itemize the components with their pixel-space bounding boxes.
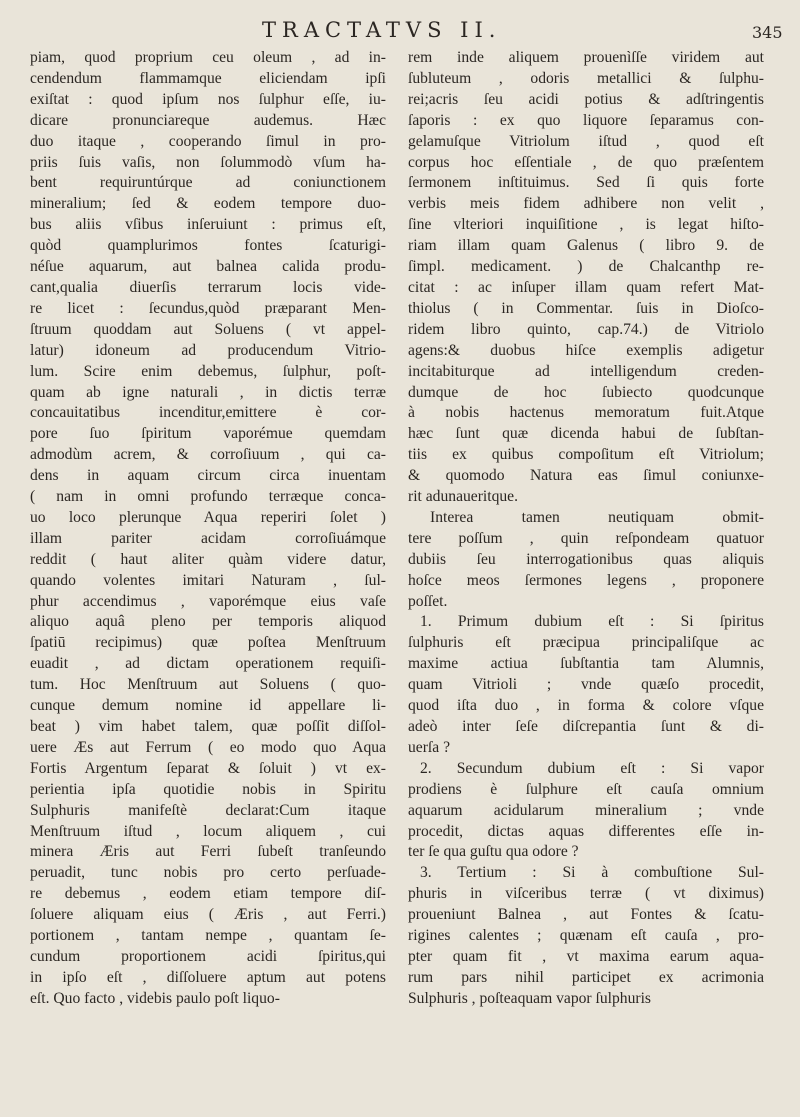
left-column-line: portionem , tantam nempe , quantam ſe- xyxy=(30,927,386,945)
left-column-line: concauitatibus incenditur,emittere è cor- xyxy=(30,404,386,422)
right-column-line: à nobis hactenus memoratum fuit.Atque xyxy=(408,404,764,422)
right-column-line: ſaporis : ex quo liquore ſeparamus con- xyxy=(408,111,764,129)
left-column-line: perientia ipſa quotidie nobis in Spiritu xyxy=(30,780,386,798)
left-column-line: quam ab igne naturali , in dictis terræ xyxy=(30,383,386,401)
right-column-line: poſſet. xyxy=(408,592,448,610)
left-column-line: dens in aquam circum circa inuentam xyxy=(30,467,386,485)
right-column-line: phuris in viſceribus terræ ( vt diximus) xyxy=(408,885,764,903)
right-column-line: citat : ac inſuper illam quam refert Mat- xyxy=(408,278,764,296)
left-column-line: bus aliis vſibus inſeruiunt : primus eſt, xyxy=(30,216,386,234)
right-column-line: 2. Secundum dubium eſt : Si vapor xyxy=(420,759,764,777)
left-column-line: aliquo aquâ pleno per temporis aliquod xyxy=(30,613,386,631)
right-column-line: rigines calentes ; quænam eſt cauſa , pro- xyxy=(408,927,764,945)
right-column-line: rem inde aliquem prouenìſſe viridem aut xyxy=(408,49,764,66)
left-column-line: quando volentes imitari Naturam , ſul- xyxy=(30,571,386,589)
left-column-line: piam, quod proprium ceu oleum , ad in- xyxy=(30,49,386,66)
left-column-line: eſt. Quo facto , videbis paulo poſt liquo- xyxy=(30,989,280,1007)
right-column-line: ſubluteum , odoris metallici & ſulphu- xyxy=(408,69,764,87)
right-column-line: & quomodo Natura eas ſimul coniunxe- xyxy=(408,467,764,485)
right-column-line: incitabiturque ad intelligendum creden- xyxy=(408,362,764,380)
right-column-line: ſimpl. medicament. ) de Chalcanthp re- xyxy=(408,258,764,276)
right-text-column xyxy=(408,48,764,1010)
right-column-line: riam illam quam Galenus ( libro 9. de xyxy=(408,237,764,255)
left-column-line: priis ſuis vaſis, non ſolummodò vſum ha- xyxy=(30,153,386,171)
left-column-line: cunque demum nomine id appellare li- xyxy=(30,697,386,715)
right-column-line: pter quam fit , vt maxima earum aqua- xyxy=(408,947,764,965)
right-column-line: uerſa ? xyxy=(408,738,450,756)
left-column-line: Menſtruum iſtud , locum aliquem , cui xyxy=(30,822,386,840)
right-column-line: tere poſſum , quin reſpondeam quatuor xyxy=(408,529,764,547)
left-column-line: euadit , ad dictam operationem requiſi- xyxy=(30,655,386,673)
running-title: TRACTATVS II. xyxy=(262,18,502,42)
left-column-line: uere Æs aut Ferrum ( eo modo quo Aqua xyxy=(30,738,386,756)
right-column-line: thiolus ( in Commentar. ſuis in Dioſco- xyxy=(408,299,764,317)
left-column-line: beat ) vim habet talem, quæ poſſit diſſol- xyxy=(30,718,386,735)
right-column-line: dubiis ſeu interrogationibus quas aliquis xyxy=(408,550,764,568)
left-column-line: pore ſuo ſpiritum vaporémue quemdam xyxy=(30,425,386,443)
left-column-line: minera Æris aut Ferri ſubeſt tranſeundo xyxy=(30,843,386,861)
left-column-line: exiſtat : quod ipſum nos ſulphur eſſe, iu- xyxy=(30,90,386,108)
left-column-line: dicare pronunciareque audemus. Hæc xyxy=(30,111,386,129)
left-column-line: ( nam in omni profundo terræque conca- xyxy=(30,488,386,506)
left-column-line: bent requiruntúrque ad coniunctionem xyxy=(30,174,386,192)
right-column-line: adeò inter ſeſe diſcrepantia ſunt & di- xyxy=(408,718,764,735)
right-column-line: proueniunt Balnea , aut Fontes & ſcatu- xyxy=(408,906,764,924)
right-column-line: ſine vlteriori inquiſitione , is legat hiſto- xyxy=(408,216,764,234)
left-column-line: néſue aquarum, aut balnea calida produ- xyxy=(30,258,386,276)
left-column-line: phur accendimus , vaporémque eius vaſe xyxy=(30,592,386,610)
right-column-line: rit adunaueritque. xyxy=(408,488,518,506)
left-column-line: mineralium; ſed & eodem tempore duo- xyxy=(30,195,386,213)
right-column-line: 3. Tertium : Si à combuſtione Sul- xyxy=(420,864,764,882)
left-column-line: Fortis Argentum ſeparat & ſoluit ) vt ex- xyxy=(30,759,386,777)
right-column-line: procedit, dictas aquas differentes eſſe in- xyxy=(408,822,764,840)
left-column-line: ſtruum quoddam aut Soluens ( vt appel- xyxy=(30,320,386,338)
right-column-line: Interea tamen neutiquam obmit- xyxy=(430,508,764,526)
right-column-line: ſermonem inſtituimus. Sed ſi quis forte xyxy=(408,174,764,192)
left-column-line: ſoluere aliquam eius ( Æris , aut Ferri.) xyxy=(30,906,386,924)
left-column-line: Sulphuris manifeſtè declarat:Cum itaque xyxy=(30,801,386,819)
left-column-line: latur) idoneum ad producendum Vitrio- xyxy=(30,341,386,359)
left-column-line: re licet : ſecundus,quòd præparant Men- xyxy=(30,299,386,317)
right-column-line: corpus hoc eſſentiale , de quo præſentem xyxy=(408,153,764,171)
right-column-line: ſulphuris eſt præcipua principaliſque ac xyxy=(408,634,764,652)
left-column-line: admodùm acrem, & corroſiuum , qui ca- xyxy=(30,446,386,464)
right-column-line: maxime actiua ſubſtantia tam Alumnis, xyxy=(408,655,764,673)
right-column-line: hoſce meos ſermones legens , proponere xyxy=(408,571,764,589)
right-column-line: verbis meis fidem adhibere non velit , xyxy=(408,195,764,213)
right-column-line: quod iſta duo , in forma & colore vſque xyxy=(408,697,764,715)
left-column-line: cant,qualia diuerſis terrarum locis vide- xyxy=(30,278,386,296)
left-column-line: illam pariter acidam corroſiuámque xyxy=(30,529,386,547)
right-column-line: hæc ſunt quæ dicenda habui de ſubſtan- xyxy=(408,425,764,443)
left-column-line: reddit ( haut aliter quàm videre datur, xyxy=(30,550,386,568)
right-column-line: rum pars nihil participet ex acrimonia xyxy=(408,968,764,986)
right-column-line: 1. Primum dubium eſt : Si ſpiritus xyxy=(420,613,764,631)
right-column-line: rei;acris ſeu acidi potius & adſtringentis xyxy=(408,90,764,108)
right-column-line: ter ſe qua guſtu qua odore ? xyxy=(408,843,579,861)
right-column-line: agens:& duobus hiſce exemplis adigetur xyxy=(408,341,764,359)
right-column-line: aquarum acidularum mineralium ; vnde xyxy=(408,801,764,819)
left-column-line: in ipſo eſt , diſſoluere aptum aut potens xyxy=(30,968,386,986)
right-column-line: prodiens è ſulphure eſt cauſa omnium xyxy=(408,780,764,798)
left-column-line: cendendum flammamque eliciendam ipſi xyxy=(30,69,386,87)
left-column-line: duo itaque , cooperando ſimul in pro- xyxy=(30,132,386,150)
left-column-line: ſpatiū recipimus) quæ poſtea Menſtruum xyxy=(30,634,386,652)
page-header xyxy=(0,18,800,48)
left-column-line: re debemus , eodem etiam tempore diſ- xyxy=(30,885,386,903)
left-text-column xyxy=(30,48,386,1010)
right-column-line: dumque de hoc ſubiecto quodcunque xyxy=(408,383,764,401)
left-column-line: cundum proportionem acidi ſpiritus,qui xyxy=(30,947,386,965)
page-number: 345 xyxy=(752,23,783,42)
right-column-line: Sulphuris , poſteaquam vapor ſulphuris xyxy=(408,989,651,1007)
right-column-line: quam Vitrioli ; vnde quæſo procedit, xyxy=(408,676,764,694)
left-column-line: uo loco plerunque Aqua reperiri ſolet ) xyxy=(30,508,386,526)
right-column-line: tiis ex quibus compoſitum eſt Vitriolum; xyxy=(408,446,764,464)
left-column-line: lum. Scire enim debemus, ſulphur, poſt- xyxy=(30,362,386,380)
left-column-line: peruadit, tunc nobis pro certo perſuade- xyxy=(30,864,386,882)
right-column-line: ridem libro quinto, cap.74.) de Vitriolo xyxy=(408,320,764,338)
left-column-line: tum. Hoc Menſtruum aut Soluens ( quo- xyxy=(30,676,386,694)
left-column-line: quòd quamplurimos fontes ſcaturigi- xyxy=(30,237,386,255)
right-column-line: gelamuſque Vitriolum iſtud , quod eſt xyxy=(408,132,764,150)
